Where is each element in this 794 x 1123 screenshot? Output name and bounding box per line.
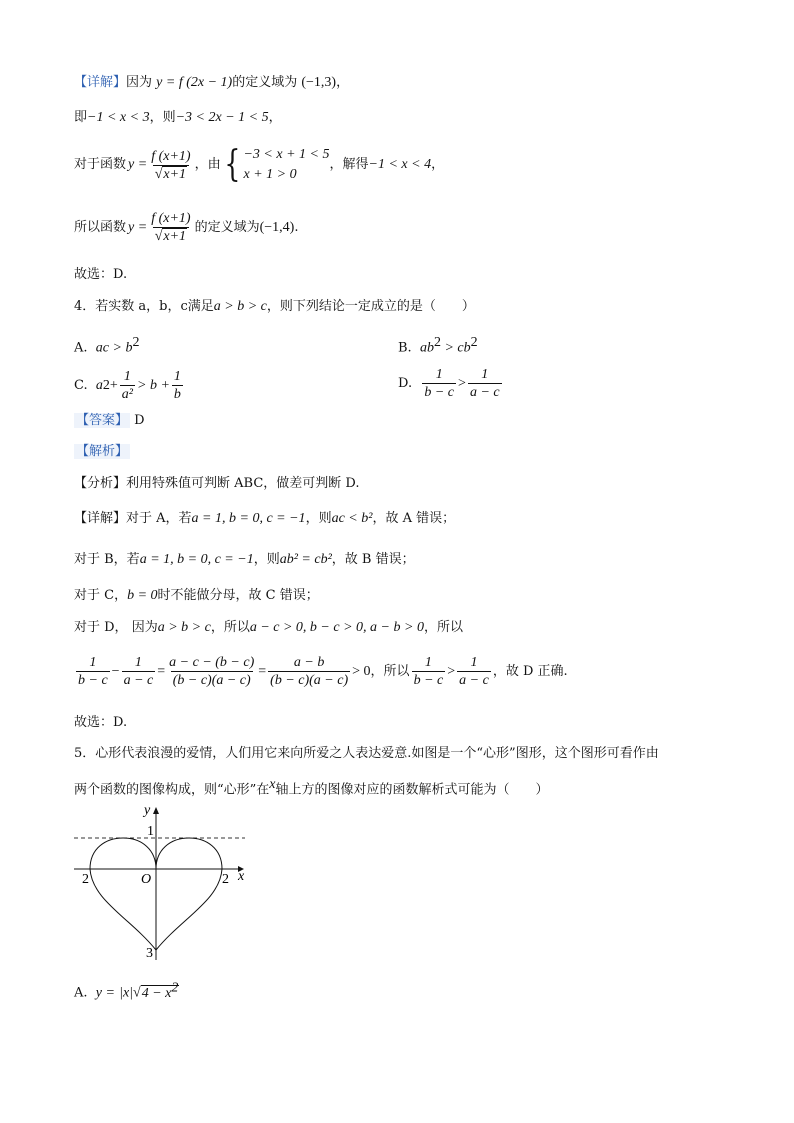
question-5-line-2: 两个函数的图像构成，则“心形”在$^x$轴上方的图像对应的函数解析式可能为（ ） [74,777,549,798]
y-label: y [144,803,151,818]
x-label: x [238,869,245,884]
option-a: A. ac > $b^2$ [74,335,140,356]
label-three: 3 [146,946,153,961]
label-one: 1 [147,824,154,839]
question-4-stem: 4．若实数 a，b，c满足a > b > c，则下列结论一定成立的是（ ） [74,299,475,314]
label-two-right: 2 [222,872,229,887]
detail-c: 对于 C，b = 0时不能做分母，故 C 错误； [74,588,319,603]
math: −1 < x < 3 [87,110,150,125]
label-two-left: 2 [82,872,89,887]
question-5-line-1: 5．心形代表浪漫的爱情，人们用它来向所爱之人表达爱意.如图是一个“心形”图形，这个图形可看作由 [74,746,659,761]
heart-figure [70,800,260,965]
detail-d: 对于 D， 因为a > b > c，所以a − c > 0, b − c > 0, a − b > 0，所以 [74,620,463,635]
answer-line: 【答案】 D [76,413,145,428]
detail-line-2: 即−1 < x < 3，则−3 < 2x − 1 < 5， [74,110,282,125]
option-d: D. $\frac{1}{b - c}$ > $\frac{1}{a - c}$ [398,367,500,400]
math: −3 < 2x − 1 < 5 [175,110,269,125]
math: (−1,3) [301,75,337,90]
detail-a: 【详解】对于 A，若a = 1, b = 0, c = −1，则ac < b²，故 A 错误； [74,511,456,526]
detail-line-3: 对于函数 y = $\frac{f (x+1)}{√x+1}$ ，由 { −3 < x + 1 < 5 x + 1 > 0 ，解得 −1 < x < 4 ， [74,144,445,185]
answer-tag: 【答案】 [76,413,129,428]
answer-choice: 故选：D. [74,267,128,282]
option-c: C. a 2 + $\frac{1}{\text{a²}}$ > b + $\frac{1}{b}$ [74,369,181,402]
detail-line-4: 所以函数 y = $\frac{f (x+1)}{√x+1}$ 的定义域为 (−1,4) . [74,211,299,244]
analysis-heading: 【解析】 [76,444,129,459]
label-origin: O [141,872,152,887]
detail-tag: 【详解】 [74,75,127,90]
option-a-q5: A. $y = |x|√4 - x^2$ [74,980,179,1001]
inequality-system: { −3 < x + 1 < 5 x + 1 > 0 [224,144,330,185]
fraction: $\frac{f (x+1)}{√x+1}$ [151,211,191,244]
fraction: $\frac{f (x+1)}{√x+1}$ [151,148,191,182]
answer-choice: 故选：D. [74,715,128,730]
detail-line-1: 【详解】因为 y = f (2x − 1)的定义域为 (−1,3)， [74,75,350,90]
detail-b: 对于 B，若a = 1, b = 0, c = −1，则ab² = cb²，故 B 错误； [74,552,415,567]
math: y = f (2x − 1) [156,75,233,90]
y-axis-arrow [153,807,159,814]
detail-d-derivation: $\frac{1}{b - c}$ − $\frac{1}{a - c}$ = $\frac{a - c - (b - c)}{(b - c)(a - c)}$ = $\frac{a - b}{(b - c)(a - c)}$ > 0 ，所以 $\frac{1}{b - c}$ > $\frac{1}{a - c}$ ，故 D 正确. [78,655,568,688]
option-b: B. $ab^2 > cb^2$ [398,335,478,356]
analysis-line: 【分析】利用特殊值可判断 ABC，做差可判断 D. [74,476,360,491]
